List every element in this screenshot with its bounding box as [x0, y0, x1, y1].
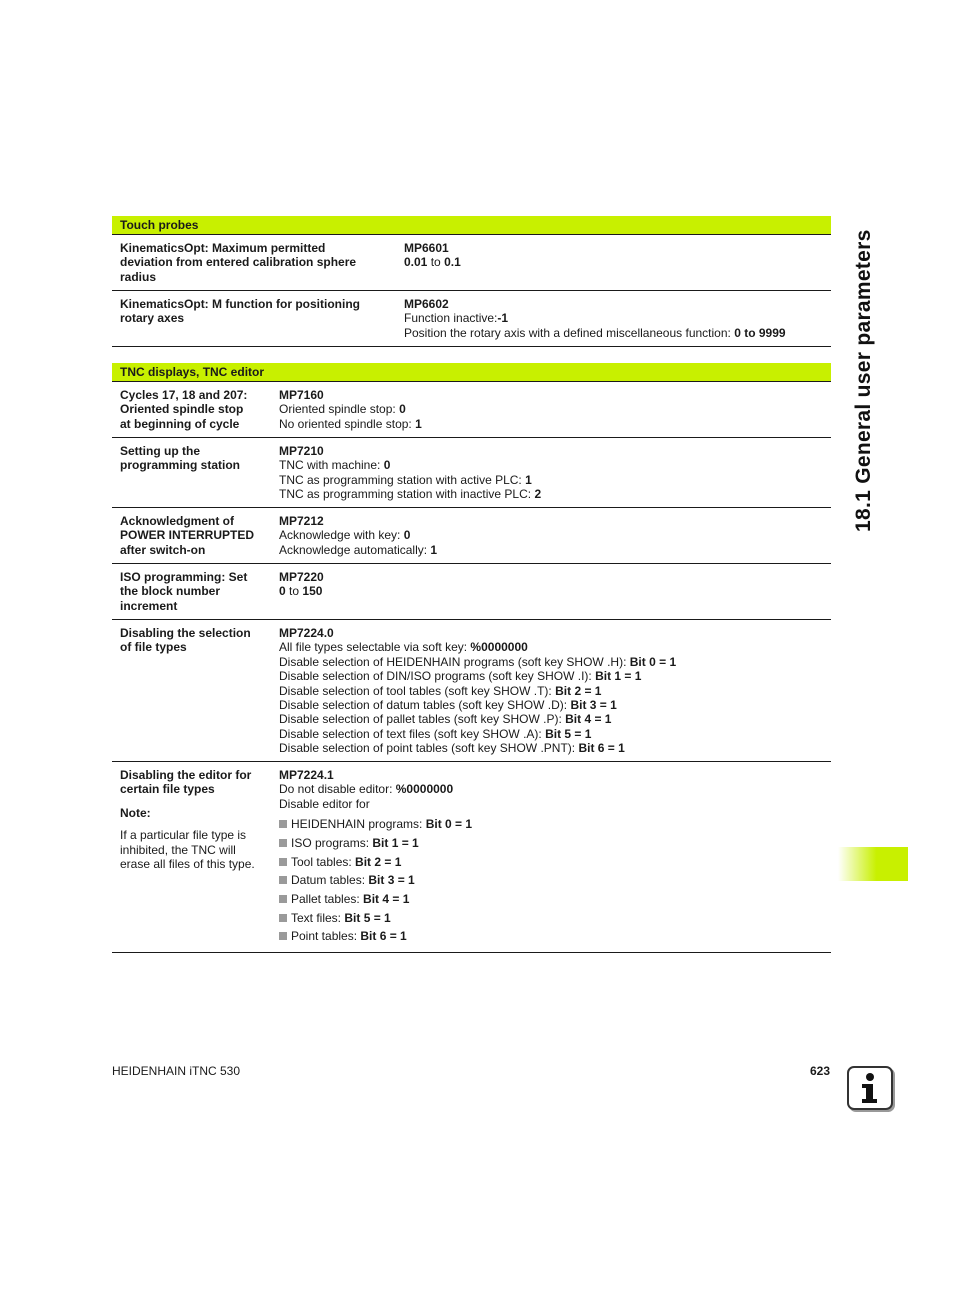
value-line: Disable selection of datum tables (soft key SHOW .D): Bit 3 = 1 — [279, 698, 617, 713]
table-row — [112, 235, 831, 291]
tnc-displays-table — [112, 363, 831, 953]
param-label — [120, 444, 240, 473]
value-line: Disable selection of tool tables (soft key SHOW .T): Bit 2 = 1 — [279, 683, 602, 698]
value-range: 0 to 150 — [279, 584, 323, 599]
value-line: Function inactive:-1 — [404, 311, 509, 326]
table-row — [112, 762, 831, 953]
value-line: Disable selection of DIN/ISO programs (soft key SHOW .I): Bit 1 = 1 — [279, 669, 642, 684]
value-line: Position the rotary axis with a defined miscellaneous function: 0 to 9999 — [404, 325, 786, 340]
label-line: after switch-on — [120, 542, 206, 557]
table-header: Touch probes — [112, 216, 831, 235]
footer-product-name: HEIDENHAIN iTNC 530 — [112, 1064, 241, 1078]
param-label — [120, 241, 356, 284]
label-line: POWER INTERRUPTED — [120, 528, 255, 543]
label-line: increment — [120, 598, 178, 613]
value-line: Oriented spindle stop: 0 — [279, 402, 406, 417]
value-line: No oriented spindle stop: 1 — [279, 416, 422, 431]
label-line: Disabling the selection — [120, 626, 251, 640]
value-range: 0.01 to 0.1 — [404, 255, 461, 270]
table-row — [112, 620, 831, 762]
label-line: KinematicsOpt: Maximum permitted — [120, 241, 326, 255]
value-line: Do not disable editor: %0000000 — [279, 782, 454, 797]
label-line: ISO programming: Set — [120, 570, 248, 584]
table-row — [112, 438, 831, 508]
value-line: Acknowledge automatically: 1 — [279, 542, 438, 557]
label-line: Setting up the — [120, 444, 200, 458]
value-line: TNC as programming station with inactive PLC: 2 — [279, 487, 542, 502]
param-label — [120, 514, 254, 557]
label-line: at beginning of cycle — [120, 416, 240, 431]
label-line: radius — [120, 269, 157, 284]
note-text: If a particular file type is inhibited, the TNC will erase all files of this type. — [120, 828, 255, 872]
label-line: deviation from entered calibration sphere — [120, 255, 357, 270]
param-label — [120, 388, 247, 431]
label-line: Acknowledgment of — [120, 514, 235, 528]
mp-number: MP7220 — [279, 570, 324, 584]
value-line: Disable selection of pallet tables (soft key SHOW .P): Bit 4 = 1 — [279, 712, 612, 727]
list-item: Text files: Bit 5 = 1 — [279, 909, 472, 928]
mp-number: MP7224.1 — [279, 768, 334, 782]
param-value — [279, 570, 324, 599]
label-line: Disabling the editor for — [120, 768, 252, 782]
mp-number: MP7212 — [279, 514, 324, 528]
label-line: KinematicsOpt: M function for positioning — [120, 297, 360, 311]
label-line: Cycles 17, 18 and 207: — [120, 388, 248, 402]
param-label — [120, 570, 247, 613]
list-item: Pallet tables: Bit 4 = 1 — [279, 890, 472, 909]
mp-number: MP7160 — [279, 388, 324, 402]
list-item: HEIDENHAIN programs: Bit 0 = 1 — [279, 815, 472, 834]
note-heading: Note: — [120, 805, 151, 820]
param-value — [279, 626, 676, 756]
list-item: ISO programs: Bit 1 = 1 — [279, 834, 472, 853]
chapter-tab-marker — [838, 847, 908, 881]
label-line: rotary axes — [120, 311, 185, 326]
label-line: programming station — [120, 458, 241, 473]
table-row — [112, 382, 831, 438]
param-label — [120, 626, 251, 655]
mp-number: MP7210 — [279, 444, 324, 458]
mp-number: MP6602 — [404, 297, 449, 311]
param-label — [120, 297, 360, 326]
table-row — [112, 564, 831, 620]
param-value — [404, 241, 461, 270]
param-label — [120, 768, 255, 871]
table-row — [112, 291, 831, 347]
chapter-side-title: 18.1 General user parameters — [852, 229, 875, 532]
value-line: Disable selection of text files (soft key SHOW .A): Bit 5 = 1 — [279, 726, 592, 741]
param-value — [279, 388, 422, 431]
list-item: Point tables: Bit 6 = 1 — [279, 927, 472, 946]
value-line: TNC as programming station with active PLC: 1 — [279, 472, 532, 487]
label-line: Oriented spindle stop — [120, 402, 244, 417]
list-item: Datum tables: Bit 3 = 1 — [279, 871, 472, 890]
value-line: Disable selection of HEIDENHAIN programs (soft key SHOW .H): Bit 0 = 1 — [279, 654, 677, 669]
touch-probes-table — [112, 216, 831, 347]
param-value — [404, 297, 786, 340]
mp-number: MP6601 — [404, 241, 449, 255]
info-icon — [847, 1066, 893, 1110]
label-line: certain file types — [120, 782, 215, 797]
bullet-list — [279, 815, 472, 946]
label-line: of file types — [120, 640, 187, 655]
table-row — [112, 508, 831, 564]
table-header: TNC displays, TNC editor — [112, 363, 831, 382]
list-item: Tool tables: Bit 2 = 1 — [279, 853, 472, 872]
param-value — [279, 514, 437, 557]
mp-number: MP7224.0 — [279, 626, 334, 640]
page-number: 623 — [809, 1064, 830, 1078]
value-line: Disable editor for — [279, 796, 370, 811]
value-line: TNC with machine: 0 — [279, 458, 391, 473]
param-value — [279, 444, 541, 502]
value-line: Acknowledge with key: 0 — [279, 528, 411, 543]
param-value — [279, 768, 472, 946]
value-line: Disable selection of point tables (soft key SHOW .PNT): Bit 6 = 1 — [279, 741, 625, 756]
label-line: the block number — [120, 584, 221, 599]
value-line: All file types selectable via soft key: %0000000 — [279, 640, 528, 655]
